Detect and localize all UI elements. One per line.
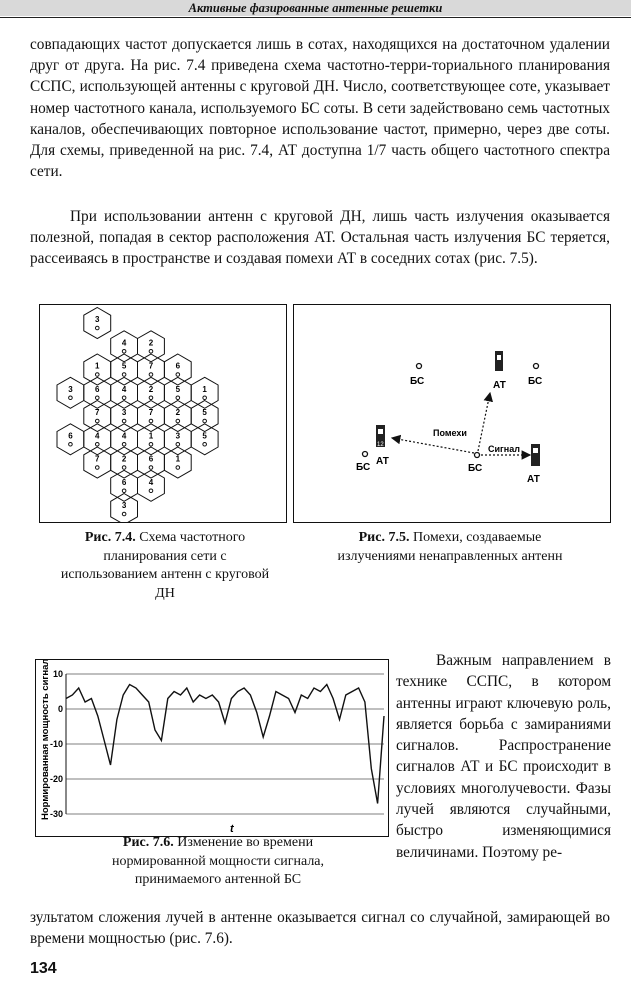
- hex-cell: [138, 447, 165, 478]
- hex-cell: [111, 354, 138, 385]
- y-tick-label: -20: [49, 774, 63, 784]
- base-station-dot: [122, 442, 126, 446]
- base-station-dot: [95, 396, 99, 400]
- interference-arrow-left: [392, 438, 474, 453]
- hex-cell-number: 4: [121, 431, 127, 441]
- hex-cell-number: 3: [121, 501, 127, 510]
- bs-top-left: [410, 364, 424, 388]
- hex-cell: [111, 377, 138, 408]
- hex-cell: [164, 354, 191, 385]
- at-left-number: 12: [377, 442, 384, 448]
- base-station-dot: [69, 396, 73, 400]
- hex-cell-number: 6: [148, 454, 154, 464]
- fig76-xlabel: t: [230, 823, 234, 835]
- hex-cell: [84, 424, 111, 455]
- base-station-dot: [203, 419, 207, 423]
- at-top-phone: [493, 351, 506, 391]
- fig76-caption: [88, 834, 348, 890]
- y-tick-label: -30: [49, 809, 63, 819]
- side-paragraph: Важным направлением в технике ССПС, в котором антенны играют ключевую роль, является борьба с замираниями сигналов. Распространение сигналов АТ и БС происходит в условиях многолучевости. Фазы лучей являются случайными, быстро изменяющимися величинами. Поэтому ре-: [396, 652, 611, 861]
- hex-cell: [164, 424, 191, 455]
- hex-cell-number: 7: [148, 361, 154, 371]
- base-station-dot: [149, 349, 153, 353]
- hex-cell-number: 1: [148, 431, 154, 441]
- header-title: Активные фазированные антенные решетки: [188, 1, 443, 15]
- base-station-dot: [95, 466, 99, 470]
- bs-top-left-label: БС: [410, 376, 425, 387]
- bs-center-label: БС: [468, 463, 483, 474]
- hex-cell: [111, 424, 138, 455]
- at-left-label: АТ: [376, 456, 389, 467]
- base-station-dot: [95, 326, 99, 330]
- fig74-caption-label: Рис. 7.4.: [84, 530, 136, 545]
- hex-cell: [57, 424, 84, 455]
- interference-arrow-up: [478, 393, 490, 451]
- header-rule: [0, 17, 631, 18]
- base-station-dot: [149, 442, 153, 446]
- base-station-dot: [149, 489, 153, 493]
- hex-cell-number: 2: [148, 384, 154, 394]
- hex-cell-number: 4: [121, 384, 127, 394]
- base-station-dot: [176, 466, 180, 470]
- hex-cell: [138, 470, 165, 501]
- hex-cell: [84, 401, 111, 432]
- fig75-frame: [293, 304, 611, 523]
- fig74-hex-grid: [40, 305, 286, 522]
- hex-cell-number: 7: [95, 454, 100, 464]
- y-tick-label: -10: [49, 739, 63, 749]
- fig76-caption-label: Рис. 7.6.: [122, 835, 174, 850]
- hex-cell: [84, 447, 111, 478]
- hex-cell-number: 2: [175, 408, 181, 417]
- fig75-caption-label: Рис. 7.5.: [358, 530, 410, 545]
- hex-cell-number: 2: [148, 338, 154, 348]
- fig74-frame: [39, 304, 287, 523]
- hex-cell-number: 3: [68, 384, 73, 394]
- interference-label: Помехи: [433, 428, 467, 438]
- base-station-dot: [95, 419, 99, 423]
- y-tick-label: 0: [57, 704, 63, 714]
- hex-cell: [164, 401, 191, 432]
- base-station-dot: [203, 442, 207, 446]
- bs-center: [468, 453, 482, 475]
- base-station-dot: [69, 442, 73, 446]
- base-station-dot: [149, 396, 153, 400]
- hex-cell: [57, 377, 84, 408]
- hex-cell: [111, 331, 138, 362]
- base-station-dot: [122, 396, 126, 400]
- at-right-phone: [527, 444, 540, 485]
- hex-cell-number: 4: [121, 338, 127, 348]
- fig75-caption-text: Помехи, создаваемые излучениями ненаправленных антенн: [337, 530, 563, 564]
- fig74-caption-text: Схема частотного планирования сети с использованием антенн с круговой ДН: [60, 530, 270, 601]
- hex-cell-number: 5: [202, 408, 207, 417]
- hex-cell: [84, 308, 111, 339]
- base-station-dot: [149, 466, 153, 470]
- at-right-label: АТ: [527, 474, 540, 485]
- base-station-dot: [122, 373, 126, 377]
- fig76-ylabel: Нормированная мощность сигнала, дБ: [40, 660, 51, 820]
- base-station-dot: [122, 512, 126, 516]
- base-station-dot: [122, 419, 126, 423]
- hex-cell: [111, 470, 138, 501]
- hex-cell: [111, 447, 138, 478]
- base-station-dot: [95, 442, 99, 446]
- hex-cell: [138, 424, 165, 455]
- hex-cell: [138, 331, 165, 362]
- paragraph-2: При использовании антенн с круговой ДН, лишь часть излучения оказывается полезной, попадая в сектор расположения АТ. Остальная часть излучения БС теряется, рассеиваясь в пространстве и создавая помехи АТ в соседних сотах (рис. 7.5).: [30, 208, 610, 268]
- base-station-dot: [122, 349, 126, 353]
- base-station-dot: [176, 442, 180, 446]
- hex-cell-number: 5: [175, 384, 181, 394]
- hex-cell-number: 6: [95, 384, 100, 394]
- fig75-caption: [330, 529, 570, 566]
- fig76-caption-text: Изменение во времени нормированной мощности сигнала, принимаемого антенной БС: [111, 835, 325, 887]
- hex-cell-number: 3: [121, 408, 127, 417]
- base-station-dot: [149, 419, 153, 423]
- hex-cell-number: 2: [121, 454, 127, 464]
- base-station-dot: [176, 373, 180, 377]
- running-header: [0, 0, 631, 20]
- hex-cell-number: 1: [95, 361, 100, 371]
- bs-bottom-left-label: БС: [356, 462, 371, 473]
- hex-cell-number: 4: [148, 477, 154, 487]
- at-top-label: АТ: [493, 380, 506, 391]
- hex-cell-number: 3: [95, 315, 100, 324]
- bs-top-right-label: БС: [528, 376, 543, 387]
- base-station-dot: [122, 489, 126, 493]
- base-station-dot: [203, 396, 207, 400]
- at-left-phone: [376, 425, 389, 467]
- hex-cell: [191, 424, 218, 455]
- hex-cell: [164, 447, 191, 478]
- hex-cell-number: 1: [175, 454, 181, 464]
- hex-cell: [191, 377, 218, 408]
- base-station-dot: [95, 373, 99, 377]
- fig75-diagram: [294, 305, 610, 522]
- hex-cell: [164, 377, 191, 408]
- hex-cell: [191, 401, 218, 432]
- hex-cell: [138, 354, 165, 385]
- hex-cell-number: 3: [175, 431, 181, 441]
- hex-cell-number: 7: [95, 408, 100, 417]
- base-station-dot: [122, 466, 126, 470]
- hex-cell: [111, 494, 138, 523]
- tail-paragraph: зультатом сложения лучей в антенне оказывается сигнал со случайной, замирающей во времени мощностью (рис. 7.6).: [30, 909, 610, 948]
- signal-label: Сигнал: [488, 444, 520, 454]
- hex-cell-number: 6: [175, 361, 181, 371]
- base-station-dot: [176, 396, 180, 400]
- hex-cell-number: 6: [68, 431, 73, 441]
- base-station-dot: [176, 419, 180, 423]
- paragraph-1: совпадающих частот допускается лишь в сотах, находящихся на достаточном удалении друг от друга. На рис. 7.4 приведена схема частотно-терри-ториального планирования ССПС, использующей антенны с круговой ДН. Число, соответствующее соте, указывает номер частотного канала, используемого БС соты. В сети задействовано семь частотных каналов, обеспечивающих повторное использование частот, примерно, через две соты. Для схемы, приведенной на рис. 7.4, АТ доступна 1/7 часть общего частотного спектра сети.: [30, 36, 610, 181]
- hex-cell: [138, 401, 165, 432]
- hex-cell: [84, 377, 111, 408]
- hex-cell: [111, 401, 138, 432]
- hex-cell-number: 5: [202, 431, 207, 441]
- fig74-caption: [55, 529, 275, 603]
- hex-cell-number: 1: [202, 384, 207, 394]
- base-station-dot: [149, 373, 153, 377]
- fig76-chart: [36, 660, 388, 836]
- y-tick-label: 10: [52, 669, 63, 679]
- hex-cell-number: 4: [95, 431, 100, 441]
- hex-cell-number: 5: [121, 361, 127, 371]
- hex-cell: [84, 354, 111, 385]
- bs-bottom-left: [356, 452, 370, 474]
- hex-cell-number: 7: [148, 408, 154, 417]
- hex-cell: [138, 377, 165, 408]
- page-number: 134: [30, 960, 57, 977]
- bs-top-right: [528, 364, 542, 388]
- fig76-frame: [35, 659, 389, 837]
- hex-cell-number: 6: [121, 477, 127, 487]
